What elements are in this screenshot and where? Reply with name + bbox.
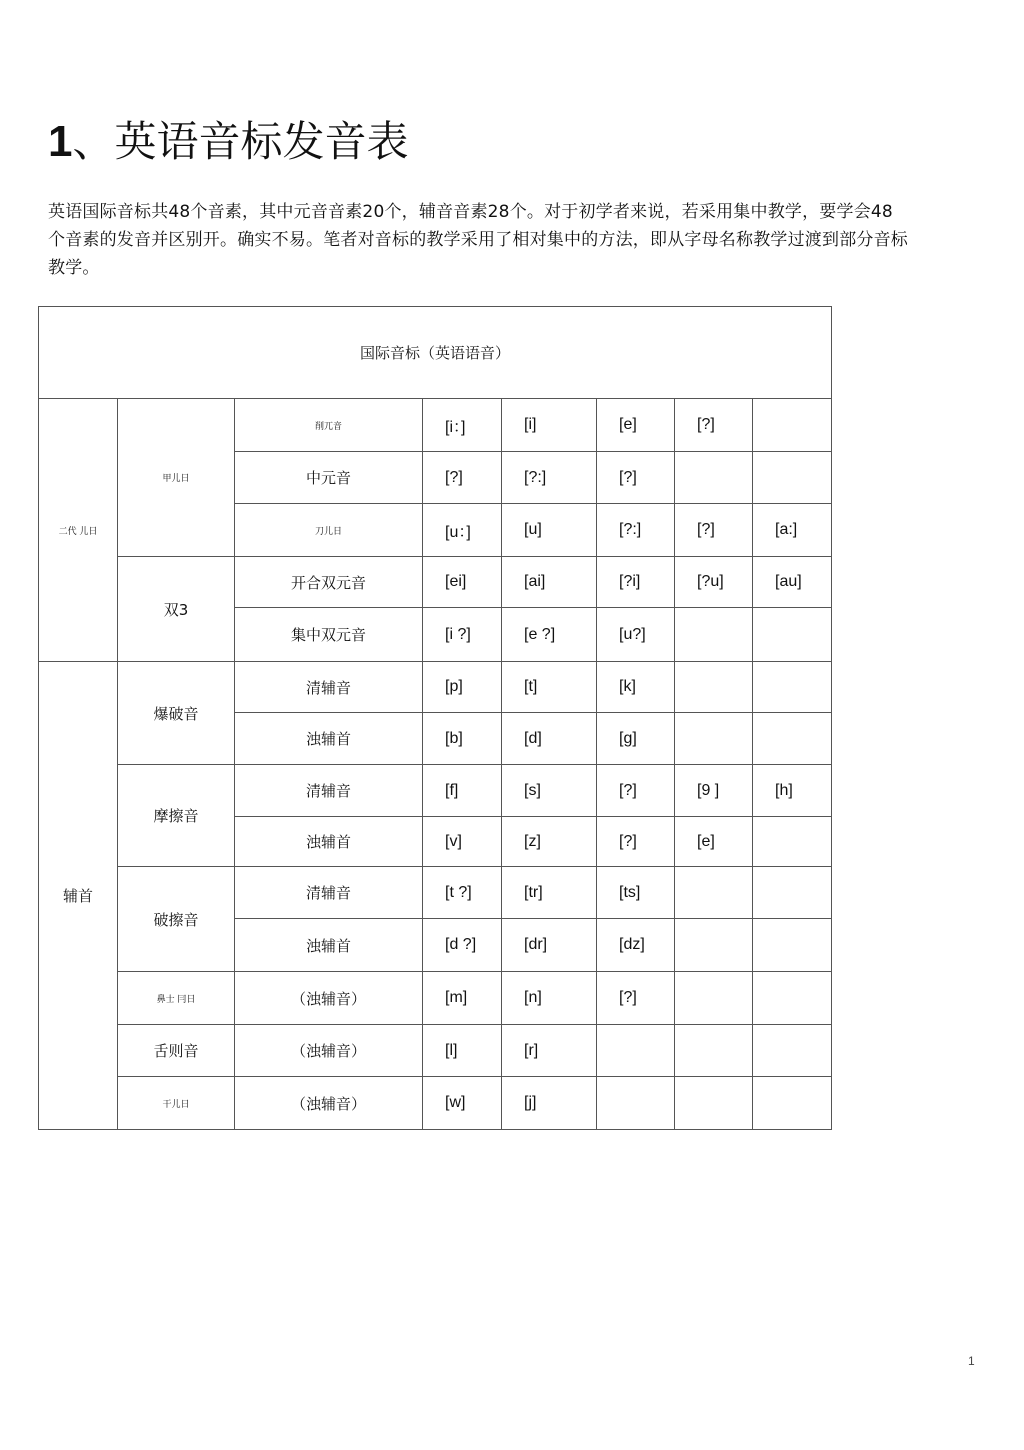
consonants-label: 辅首 (39, 662, 118, 1130)
symbol-cell: [w] (423, 1077, 502, 1130)
consonant-group-label: 破擦音 (118, 867, 235, 972)
consonant-type-cell: 浊辅首 (235, 713, 423, 765)
symbol-cell (753, 662, 832, 713)
intro-paragraph: 英语国际音标共48个音素，其中元音音素20个，辅音音素28个。对于初学者来说，若采用集中教学，要学会48个音素的发音并区别开。确实不易。笔者对音标的教学采用了相对集中的方法，即从字母名称教学过渡到部分音标教学。 (48, 202, 908, 278)
symbol-cell (597, 1077, 675, 1130)
symbol-cell (675, 867, 753, 919)
symbol-cell (753, 817, 832, 867)
symbol-cell: [v] (423, 817, 502, 867)
single-vowels-label: 甲儿日 (118, 399, 235, 557)
table-row (39, 1077, 832, 1130)
symbol-cell: [?] (423, 452, 502, 504)
symbol-cell: [?] (597, 452, 675, 504)
table-row (39, 972, 832, 1025)
table-row (39, 1025, 832, 1077)
symbol-cell (753, 713, 832, 765)
symbol-cell: [t] (502, 662, 597, 713)
symbol-cell: [k] (597, 662, 675, 713)
symbol-cell: [g] (597, 713, 675, 765)
symbol-cell (753, 919, 832, 972)
symbol-cell: [dz] (597, 919, 675, 972)
symbol-cell: [?] (675, 504, 753, 557)
consonant-group-label: 鼻士 冃日 (118, 972, 235, 1025)
table-row (39, 662, 832, 713)
symbol-cell (753, 1077, 832, 1130)
page-title (48, 110, 409, 177)
consonant-group-label: 爆破音 (118, 662, 235, 765)
consonant-group-label: 摩擦音 (118, 765, 235, 867)
caption-row (39, 307, 832, 399)
table-row (39, 867, 832, 919)
ipa-table (38, 306, 832, 1130)
double-vowels-label: 双3 (118, 557, 235, 662)
symbol-cell: [e ?] (502, 608, 597, 662)
symbol-cell: [a:] (753, 504, 832, 557)
symbol-cell (675, 608, 753, 662)
symbol-cell: [?:] (502, 452, 597, 504)
consonant-type-cell: 浊辅首 (235, 919, 423, 972)
title-number: 1 (48, 117, 73, 166)
symbol-cell (753, 867, 832, 919)
symbol-cell: [m] (423, 972, 502, 1025)
vowel-type-cell: 开合双元音 (235, 557, 423, 608)
consonant-type-cell: 浊辅首 (235, 817, 423, 867)
symbol-cell: [ei] (423, 557, 502, 608)
symbol-cell: [e] (675, 817, 753, 867)
symbol-cell: [u：] (423, 504, 502, 557)
symbol-cell (753, 608, 832, 662)
symbol-cell: [u] (502, 504, 597, 557)
symbol-cell (675, 1025, 753, 1077)
vowel-type-cell: 集中双元音 (235, 608, 423, 662)
symbol-cell: [d] (502, 713, 597, 765)
symbol-cell: [?i] (597, 557, 675, 608)
symbol-cell: [i] (502, 399, 597, 452)
symbol-cell: [r] (502, 1025, 597, 1077)
vowel-type-cell: 中元音 (235, 452, 423, 504)
vowel-type-cell: 刀儿日 (235, 504, 423, 557)
table-caption: 国际音标（英语语音） (39, 307, 832, 399)
symbol-cell (675, 1077, 753, 1130)
symbol-cell (753, 972, 832, 1025)
symbol-cell: [dr] (502, 919, 597, 972)
symbol-cell: [e] (597, 399, 675, 452)
consonant-type-cell: 清辅音 (235, 867, 423, 919)
vowels-label: 二代 儿日 (39, 399, 118, 662)
consonant-group-label: 干儿日 (118, 1077, 235, 1130)
consonant-type-cell: （浊辅音） (235, 1025, 423, 1077)
symbol-cell (675, 972, 753, 1025)
symbol-cell: [i：] (423, 399, 502, 452)
symbol-cell: [d ?] (423, 919, 502, 972)
symbol-cell: [u?] (597, 608, 675, 662)
symbol-cell: [l] (423, 1025, 502, 1077)
symbol-cell: [s] (502, 765, 597, 817)
page-number: 1 (968, 1354, 975, 1368)
consonant-type-cell: 清辅音 (235, 765, 423, 817)
consonant-type-cell: （浊辅音） (235, 1077, 423, 1130)
symbol-cell: [ts] (597, 867, 675, 919)
symbol-cell (675, 452, 753, 504)
symbol-cell: [t ?] (423, 867, 502, 919)
symbol-cell: [?] (675, 399, 753, 452)
symbol-cell: [n] (502, 972, 597, 1025)
consonant-type-cell: 清辅音 (235, 662, 423, 713)
symbol-cell: [?:] (597, 504, 675, 557)
symbol-cell: [?] (597, 817, 675, 867)
symbol-cell: [b] (423, 713, 502, 765)
symbol-cell: [h] (753, 765, 832, 817)
consonant-type-cell: （浊辅音） (235, 972, 423, 1025)
symbol-cell: [?] (597, 765, 675, 817)
symbol-cell (753, 452, 832, 504)
symbol-cell: [?] (597, 972, 675, 1025)
symbol-cell (675, 919, 753, 972)
table-row (39, 557, 832, 608)
symbol-cell: [p] (423, 662, 502, 713)
consonant-group-label: 舌则音 (118, 1025, 235, 1077)
symbol-cell: [?u] (675, 557, 753, 608)
symbol-cell (675, 713, 753, 765)
symbol-cell: [z] (502, 817, 597, 867)
symbol-cell: [f] (423, 765, 502, 817)
symbol-cell: [tr] (502, 867, 597, 919)
symbol-cell (675, 662, 753, 713)
symbol-cell: [9 ] (675, 765, 753, 817)
symbol-cell (753, 1025, 832, 1077)
symbol-cell: [ai] (502, 557, 597, 608)
title-text: 、英语音标发音表 (72, 117, 409, 166)
vowel-type-cell: 削兀音 (235, 399, 423, 452)
symbol-cell (597, 1025, 675, 1077)
table-row (39, 399, 832, 452)
symbol-cell (753, 399, 832, 452)
symbol-cell: [j] (502, 1077, 597, 1130)
symbol-cell: [au] (753, 557, 832, 608)
table-row (39, 765, 832, 817)
symbol-cell: [i ?] (423, 608, 502, 662)
